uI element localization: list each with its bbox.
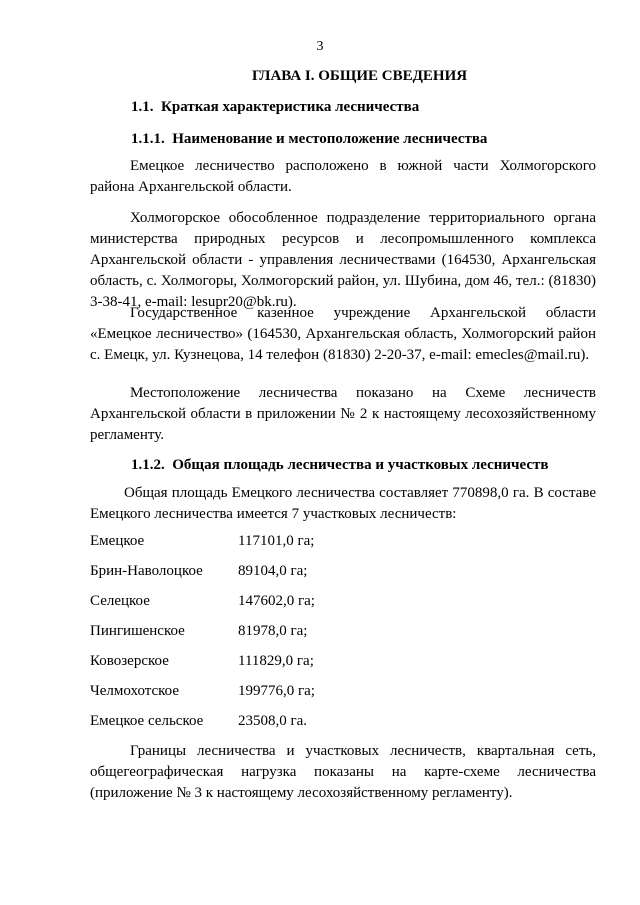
paragraph-text: Местоположение лесничества показано на Схеме лесничеств Архангельской области в приложении № 2 к настоящему лесохозяйственному регламенту.	[90, 385, 596, 443]
district-area: 111829,0 га;	[238, 653, 314, 669]
district-name: Емецкое сельское	[90, 713, 204, 729]
paragraph-boundaries	[90, 741, 596, 804]
district-name: Ковозерское	[90, 653, 169, 669]
list-item	[90, 531, 490, 551]
paragraph-holmogory-division	[90, 208, 596, 313]
section-title: Наименование и местоположение лесничества	[172, 131, 488, 147]
section-heading-1-1-1	[131, 129, 487, 149]
district-area: 89104,0 га;	[238, 563, 308, 579]
paragraph-text: Границы лесничества и участковых лесничеств, квартальная сеть, общегеографическая нагрузка показаны на карте-схеме лесничества (приложение № 3 к настоящему лесохозяйственному регламенту).	[90, 743, 596, 801]
district-name: Челмохотское	[90, 683, 180, 699]
paragraph-location	[90, 156, 596, 198]
list-item	[90, 711, 490, 731]
list-item	[90, 681, 490, 701]
paragraph-state-institution	[90, 303, 596, 366]
paragraph-location-scheme	[90, 383, 596, 446]
section-number: 1.1.	[131, 99, 154, 115]
paragraph-text: Общая площадь Емецкого лесничества составляет 770898,0 га. В составе Емецкого лесничества имеется 7 участковых лесничеств:	[90, 485, 596, 522]
district-name: Пингишенское	[90, 623, 185, 639]
page-number: 3	[316, 39, 324, 54]
section-number: 1.1.2.	[131, 457, 165, 473]
district-name: Емецкое	[90, 533, 145, 549]
section-title: Краткая характеристика лесничества	[161, 99, 420, 115]
paragraph-total-area	[90, 483, 596, 525]
district-area: 147602,0 га;	[238, 593, 315, 609]
district-area: 199776,0 га;	[238, 683, 315, 699]
district-area: 117101,0 га;	[238, 533, 315, 549]
section-heading-1-1-2	[131, 455, 548, 475]
paragraph-text: Емецкое лесничество расположено в южной части Холмогорского района Архангельской области.	[90, 158, 596, 195]
list-item	[90, 651, 490, 671]
section-heading-1-1	[131, 97, 419, 117]
district-area: 81978,0 га;	[238, 623, 308, 639]
list-item	[90, 561, 490, 581]
paragraph-text: Холмогорское обособленное подразделение территориального органа министерства природных ресурсов и лесопромышленного комплекса Архангельской области - управления лесничествами (164530, Архангельская область, с. Холмогоры, Холмогорский район, ул. Шубина, дом 46, тел.: (81830) 3-38-41, e-mail: lesupr20@bk.ru).	[90, 210, 596, 310]
district-name: Селецкое	[90, 593, 150, 609]
district-area: 23508,0 га.	[238, 713, 308, 729]
section-title: Общая площадь лесничества и участковых лесничеств	[172, 457, 549, 473]
chapter-title: ГЛАВА I. ОБЩИЕ СВЕДЕНИЯ	[252, 68, 468, 84]
list-item	[90, 591, 490, 611]
district-name: Брин-Наволоцкое	[90, 563, 203, 579]
section-number: 1.1.1.	[131, 131, 165, 147]
paragraph-text: Государственное казенное учреждение Архангельской области «Емецкое лесничество» (164530, Архангельская область, Холмогорский район с. Емецк, ул. Кузнецова, 14 телефон (81830) 2-20-37, e-mail: emecles@mail.ru).	[90, 305, 596, 363]
list-item	[90, 621, 490, 641]
